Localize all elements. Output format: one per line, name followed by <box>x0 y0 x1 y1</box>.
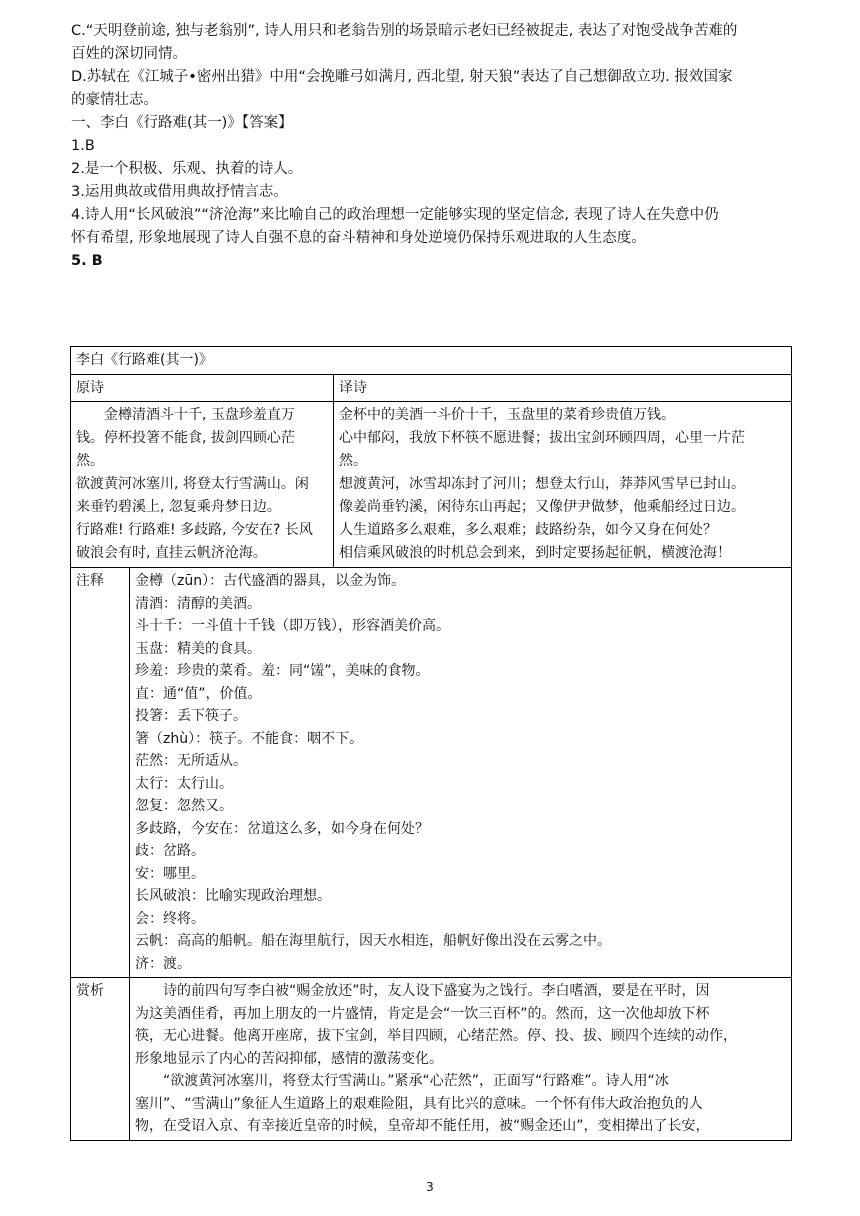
note-item: 长风破浪：比喻实现政治理想。 <box>135 888 331 904</box>
translation-line: 像姜尚垂钓溪，闲待东山再起；又像伊尹做梦，他乘船经过日边。 <box>339 499 745 515</box>
answer-1: 1.B <box>71 138 95 154</box>
translation-line: 人生道路多么艰难，多么艰难；歧路纷杂，如今又身在何处？ <box>339 522 717 538</box>
note-item: 斗十千：一斗值十千钱（即万钱），形容酒美价高。 <box>135 618 450 634</box>
original-line: 破浪会有时, 直挂云帆济沧海。 <box>76 545 267 561</box>
note-item: 济：渡。 <box>135 955 191 972</box>
original-line: 然。 <box>76 453 104 469</box>
note-item: 清酒：清醇的美酒。 <box>135 595 261 612</box>
notes-cell <box>130 568 792 978</box>
note-item: 多歧路，今安在：岔道这么多，如今身在何处？ <box>135 820 429 837</box>
translation-line: 金杯中的美酒一斗价十千，玉盘里的菜肴珍贵值万钱。 <box>339 407 675 423</box>
analysis-line: 诗的前四句写李白被“赐金放还”时，友人设下盛宴为之饯行。李白嗜酒，要是在平时，因 <box>163 983 710 999</box>
original-poem-cell <box>71 402 334 568</box>
answer-4-line-1: 4.诗人用“长风破浪”“济沧海”来比喻自己的政治理想一定能够实现的坚定信念, 表现了诗人在失意中仍 <box>71 207 719 223</box>
analysis-line: 为这美酒佳肴，再加上朋友的一片盛情，肯定是会“一饮三百杯”的。然而，这一次他却放下杯 <box>135 1005 710 1022</box>
note-item: 玉盘：精美的食具。 <box>135 640 261 657</box>
table-title: 李白《行路难(其一)》 <box>71 347 792 375</box>
translation-line: 相信乘风破浪的时机总会到来，到时定要扬起征帆，横渡沧海！ <box>339 545 731 561</box>
col-original-header: 原诗 <box>71 374 334 402</box>
translation-line: 想渡黄河，冰雪却冻封了河川；想登太行山，莽莽风雪早已封山。 <box>339 476 745 492</box>
page-number: 3 <box>426 1180 434 1194</box>
translation-line: 心中郁闷，我放下杯筷不愿进餐；拔出宝剑环顾四周，心里一片茫 <box>339 430 745 446</box>
note-item: 直：通“值”，价值。 <box>135 685 262 702</box>
analysis-line: 物，在受诏入京、有幸接近皇帝的时候，皇帝却不能任用，被“赐金还山”，变相撵出了长安， <box>135 1118 710 1134</box>
analysis-line: 形象地显示了内心的苦闷抑郁，感情的激荡变化。 <box>135 1050 443 1067</box>
note-item: 珍羞：珍贵的菜肴。羞：同“馐”，美味的食物。 <box>135 663 430 679</box>
col-translation-header: 译诗 <box>334 374 792 402</box>
translation-line: 然。 <box>339 453 367 469</box>
note-item: 忽复：忽然又。 <box>135 798 233 814</box>
note-item: 箸（zhù）：筷子。不能食：咽不下。 <box>135 730 364 747</box>
analysis-label: 赏析 <box>71 978 130 1141</box>
answer-heading: 一、李白《行路难(其一)》【答案】 <box>71 115 293 131</box>
option-d-line-1: D.苏轼在《江城子•密州出猎》中用“会挽雕弓如满月, 西北望, 射天狼”表达了自己想御敌立功. 报效国家 <box>71 69 733 85</box>
note-item: 投箸：丢下筷子。 <box>135 708 247 724</box>
analysis-line: 筷，无心进餐。他离开座席，拔下宝剑，举目四顾，心绪茫然。停、投、拔、顾四个连续的动作， <box>135 1028 737 1044</box>
original-line: 金樽清酒斗十千, 玉盘珍羞直万 <box>104 407 295 423</box>
note-item: 金樽（zūn）：古代盛酒的器具，以金为饰。 <box>135 573 406 589</box>
original-line: 来垂钓碧溪上, 忽复乘舟梦日边。 <box>76 499 281 515</box>
answer-5: 5. B <box>71 253 103 269</box>
notes-label: 注释 <box>71 568 130 978</box>
option-c-line-1: C.“天明登前途, 独与老翁别”, 诗人用只和老翁告别的场景暗示老妇已经被捉走, 表达了对饱受战争苦难的 <box>71 23 738 39</box>
analysis-line: 塞川”、“雪满山”象征人生道路上的艰难险阻，具有比兴的意味。一个怀有伟大政治抱负的人 <box>135 1095 703 1112</box>
poem-table <box>70 346 792 1141</box>
note-item: 太行：太行山。 <box>135 775 233 792</box>
option-c-line-2: 百姓的深切同情。 <box>71 46 187 62</box>
note-item: 安：哪里。 <box>135 865 205 882</box>
note-item: 云帆：高高的船帆。船在海里航行，因天水相连，船帆好像出没在云雾之中。 <box>135 933 611 949</box>
translation-cell <box>334 402 792 568</box>
answer-2: 2.是一个积极、乐观、执着的诗人。 <box>71 161 303 177</box>
option-d-line-2: 的豪情壮志。 <box>71 92 158 108</box>
note-item: 会：终将。 <box>135 910 205 927</box>
analysis-line: “欲渡黄河冰塞川，将登太行雪满山。”紧承“心茫然”，正面写“行路难”。诗人用“冰 <box>163 1073 669 1089</box>
original-line: 行路难! 行路难! 多歧路, 今安在? 长风 <box>76 522 313 538</box>
answer-3: 3.运用典故或借用典故抒情言志。 <box>71 184 288 200</box>
note-item: 歧：岔路。 <box>135 843 205 859</box>
intro-section <box>71 20 791 273</box>
note-item: 茫然：无所适从。 <box>135 753 247 769</box>
original-line: 欲渡黄河冰塞川, 将登太行雪满山。闲 <box>76 476 309 492</box>
original-line: 钱。停杯投箸不能食, 拔剑四顾心茫 <box>76 430 295 446</box>
answer-4-line-2: 怀有希望, 形象地展现了诗人自强不息的奋斗精神和身处逆境仍保持乐观进取的人生态度。 <box>71 230 646 246</box>
analysis-cell <box>130 978 792 1141</box>
